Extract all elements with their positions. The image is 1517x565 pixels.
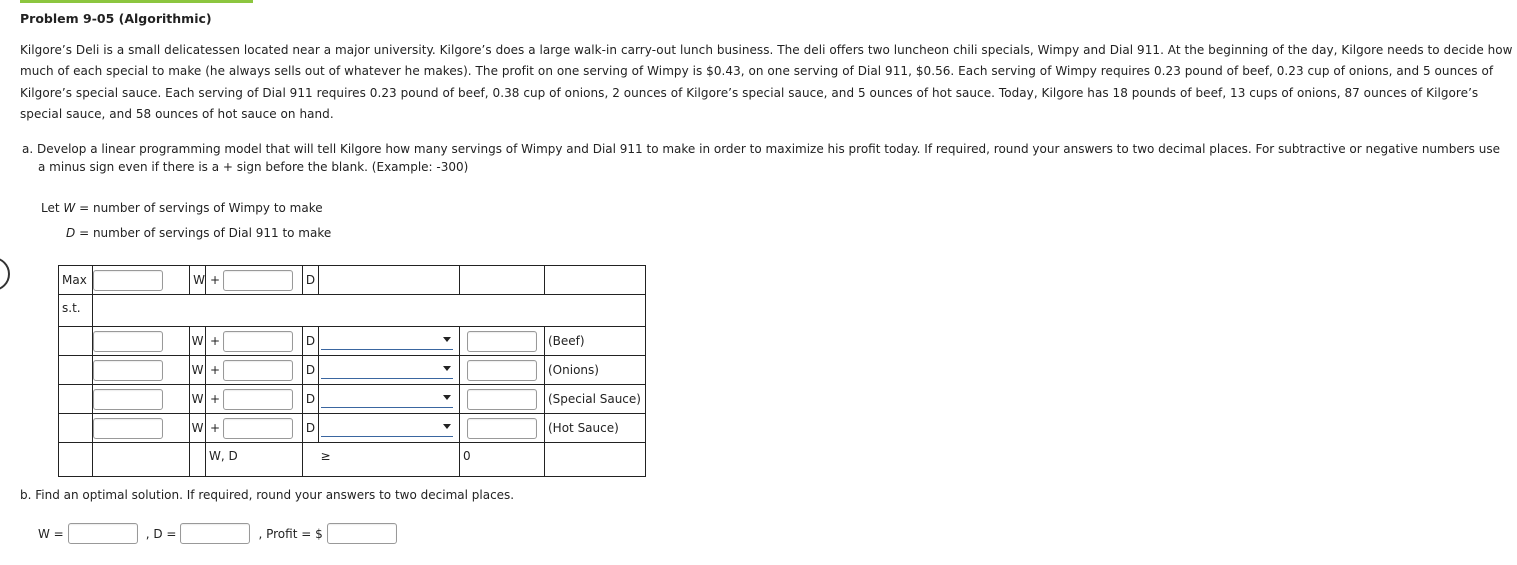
statement-line: Kilgore’s Deli is a small delicatessen located near a major university. Kilgore’s does a large walk-in carry-out lunch business. The deli offers two luncheon chili specials, Wimpy and Dial 911. At the beginning of the day, Kilgore needs to decide how: [20, 43, 1513, 57]
w-label: W: [191, 392, 204, 406]
w-label: W: [191, 421, 204, 435]
plus-sign: +: [210, 363, 221, 377]
max-label: Max: [59, 266, 93, 295]
plus-sign: +: [210, 392, 221, 406]
statement-line: special sauce, and 58 ounces of hot sauce on hand.: [20, 106, 334, 121]
part-a-line: a. Develop a linear programming model that will tell Kilgore how many servings of Wimpy and Dial 911 to make in order to maximize his profit today. If required, round your answers to two decimal places. For subtractive or negative numbers use: [22, 142, 1500, 156]
d-answer-label: , D =: [145, 526, 177, 541]
beef-relation-select[interactable]: [321, 332, 453, 350]
d-label: D: [303, 266, 319, 295]
chevron-down-icon: [443, 424, 451, 429]
statement-line: Kilgore’s special sauce. Each serving of Dial 911 requires 0.23 pound of beef, 0.38 cup of onions, 2 ounces of Kilgore’s special sauce, and 5 ounces of hot sauce. Today, Kilgore has 18 pounds of beef, 13 cups of onions, 87 ounces of Kilgore’s: [20, 85, 1479, 100]
onions-d-coef-input[interactable]: [223, 360, 293, 381]
w-answer-input[interactable]: [68, 523, 138, 544]
onions-rhs-input[interactable]: [467, 360, 537, 381]
part-a-line: a minus sign even if there is a + sign before the blank. (Example: -300): [38, 160, 469, 174]
constraint-row-hot-sauce: [59, 414, 646, 443]
hot-sauce-rhs-input[interactable]: [467, 418, 537, 439]
st-row: [59, 295, 646, 327]
profit-answer-label: , Profit = $: [258, 526, 323, 541]
constraint-label: (Special Sauce): [548, 392, 641, 406]
constraint-label: (Hot Sauce): [548, 421, 619, 435]
d-label: D: [303, 356, 319, 385]
objective-w-coef-input[interactable]: [93, 270, 163, 291]
problem-title: Problem 9-05 (Algorithmic): [20, 11, 212, 26]
w-definition: [41, 201, 323, 215]
special-sauce-d-coef-input[interactable]: [223, 389, 293, 410]
part-b-instructions: b. Find an optimal solution. If required, round your answers to two decimal places.: [20, 488, 515, 502]
d-variable: D: [66, 226, 76, 240]
special-sauce-relation-select[interactable]: [321, 390, 453, 408]
nonneg-vars: W, D: [209, 449, 238, 463]
d-definition: [66, 226, 331, 240]
beef-w-coef-input[interactable]: [93, 331, 163, 352]
plus-sign: +: [210, 334, 221, 348]
w-label: W: [193, 273, 205, 287]
onions-relation-select[interactable]: [321, 361, 453, 379]
beef-rhs-input[interactable]: [467, 331, 537, 352]
chevron-down-icon: [443, 337, 451, 342]
w-definition-text: = number of servings of Wimpy to make: [79, 201, 323, 215]
question-marker-circle: [0, 257, 10, 291]
constraint-label: (Onions): [548, 363, 599, 377]
w-label: W: [191, 334, 204, 348]
let-word: Let: [41, 201, 60, 215]
progress-accent-bar: [20, 0, 253, 3]
hot-sauce-d-coef-input[interactable]: [223, 418, 293, 439]
objective-d-coef-input[interactable]: [223, 270, 293, 291]
d-label: D: [303, 385, 319, 414]
nonnegativity-row: [59, 443, 646, 477]
objective-row: [59, 266, 646, 295]
lp-model-table: [58, 265, 646, 477]
nonneg-rhs: 0: [463, 449, 471, 463]
problem-statement: [20, 40, 1515, 125]
hot-sauce-relation-select[interactable]: [321, 419, 453, 437]
chevron-down-icon: [443, 366, 451, 371]
w-answer-label: W =: [38, 526, 64, 541]
constraint-row-onions: [59, 356, 646, 385]
hot-sauce-w-coef-input[interactable]: [93, 418, 163, 439]
special-sauce-w-coef-input[interactable]: [93, 389, 163, 410]
chevron-down-icon: [443, 395, 451, 400]
constraint-row-special-sauce: [59, 385, 646, 414]
w-variable: W: [63, 201, 76, 215]
d-label: D: [303, 327, 319, 356]
plus-sign: +: [210, 273, 221, 287]
statement-line: much of each special to make (he always sells out of whatever he makes). The profit on one serving of Wimpy is $0.43, on one serving of Dial 911, $0.56. Each serving of Wimpy requires 0.23 pound of beef, 0.23 cup of onions, and 5 ounces of: [20, 64, 1494, 79]
constraint-row-beef: [59, 327, 646, 356]
onions-w-coef-input[interactable]: [93, 360, 163, 381]
beef-d-coef-input[interactable]: [223, 331, 293, 352]
solution-row: [38, 523, 400, 544]
nonneg-sign: ≥: [320, 449, 331, 463]
d-label: D: [303, 414, 319, 443]
part-a-instructions: [22, 140, 1517, 176]
special-sauce-rhs-input[interactable]: [467, 389, 537, 410]
plus-sign: +: [210, 421, 221, 435]
d-answer-input[interactable]: [180, 523, 250, 544]
w-label: W: [191, 363, 204, 377]
constraint-label: (Beef): [548, 334, 585, 348]
st-label: s.t.: [59, 295, 93, 327]
d-definition-text: = number of servings of Dial 911 to make: [79, 226, 332, 240]
profit-answer-input[interactable]: [327, 523, 397, 544]
